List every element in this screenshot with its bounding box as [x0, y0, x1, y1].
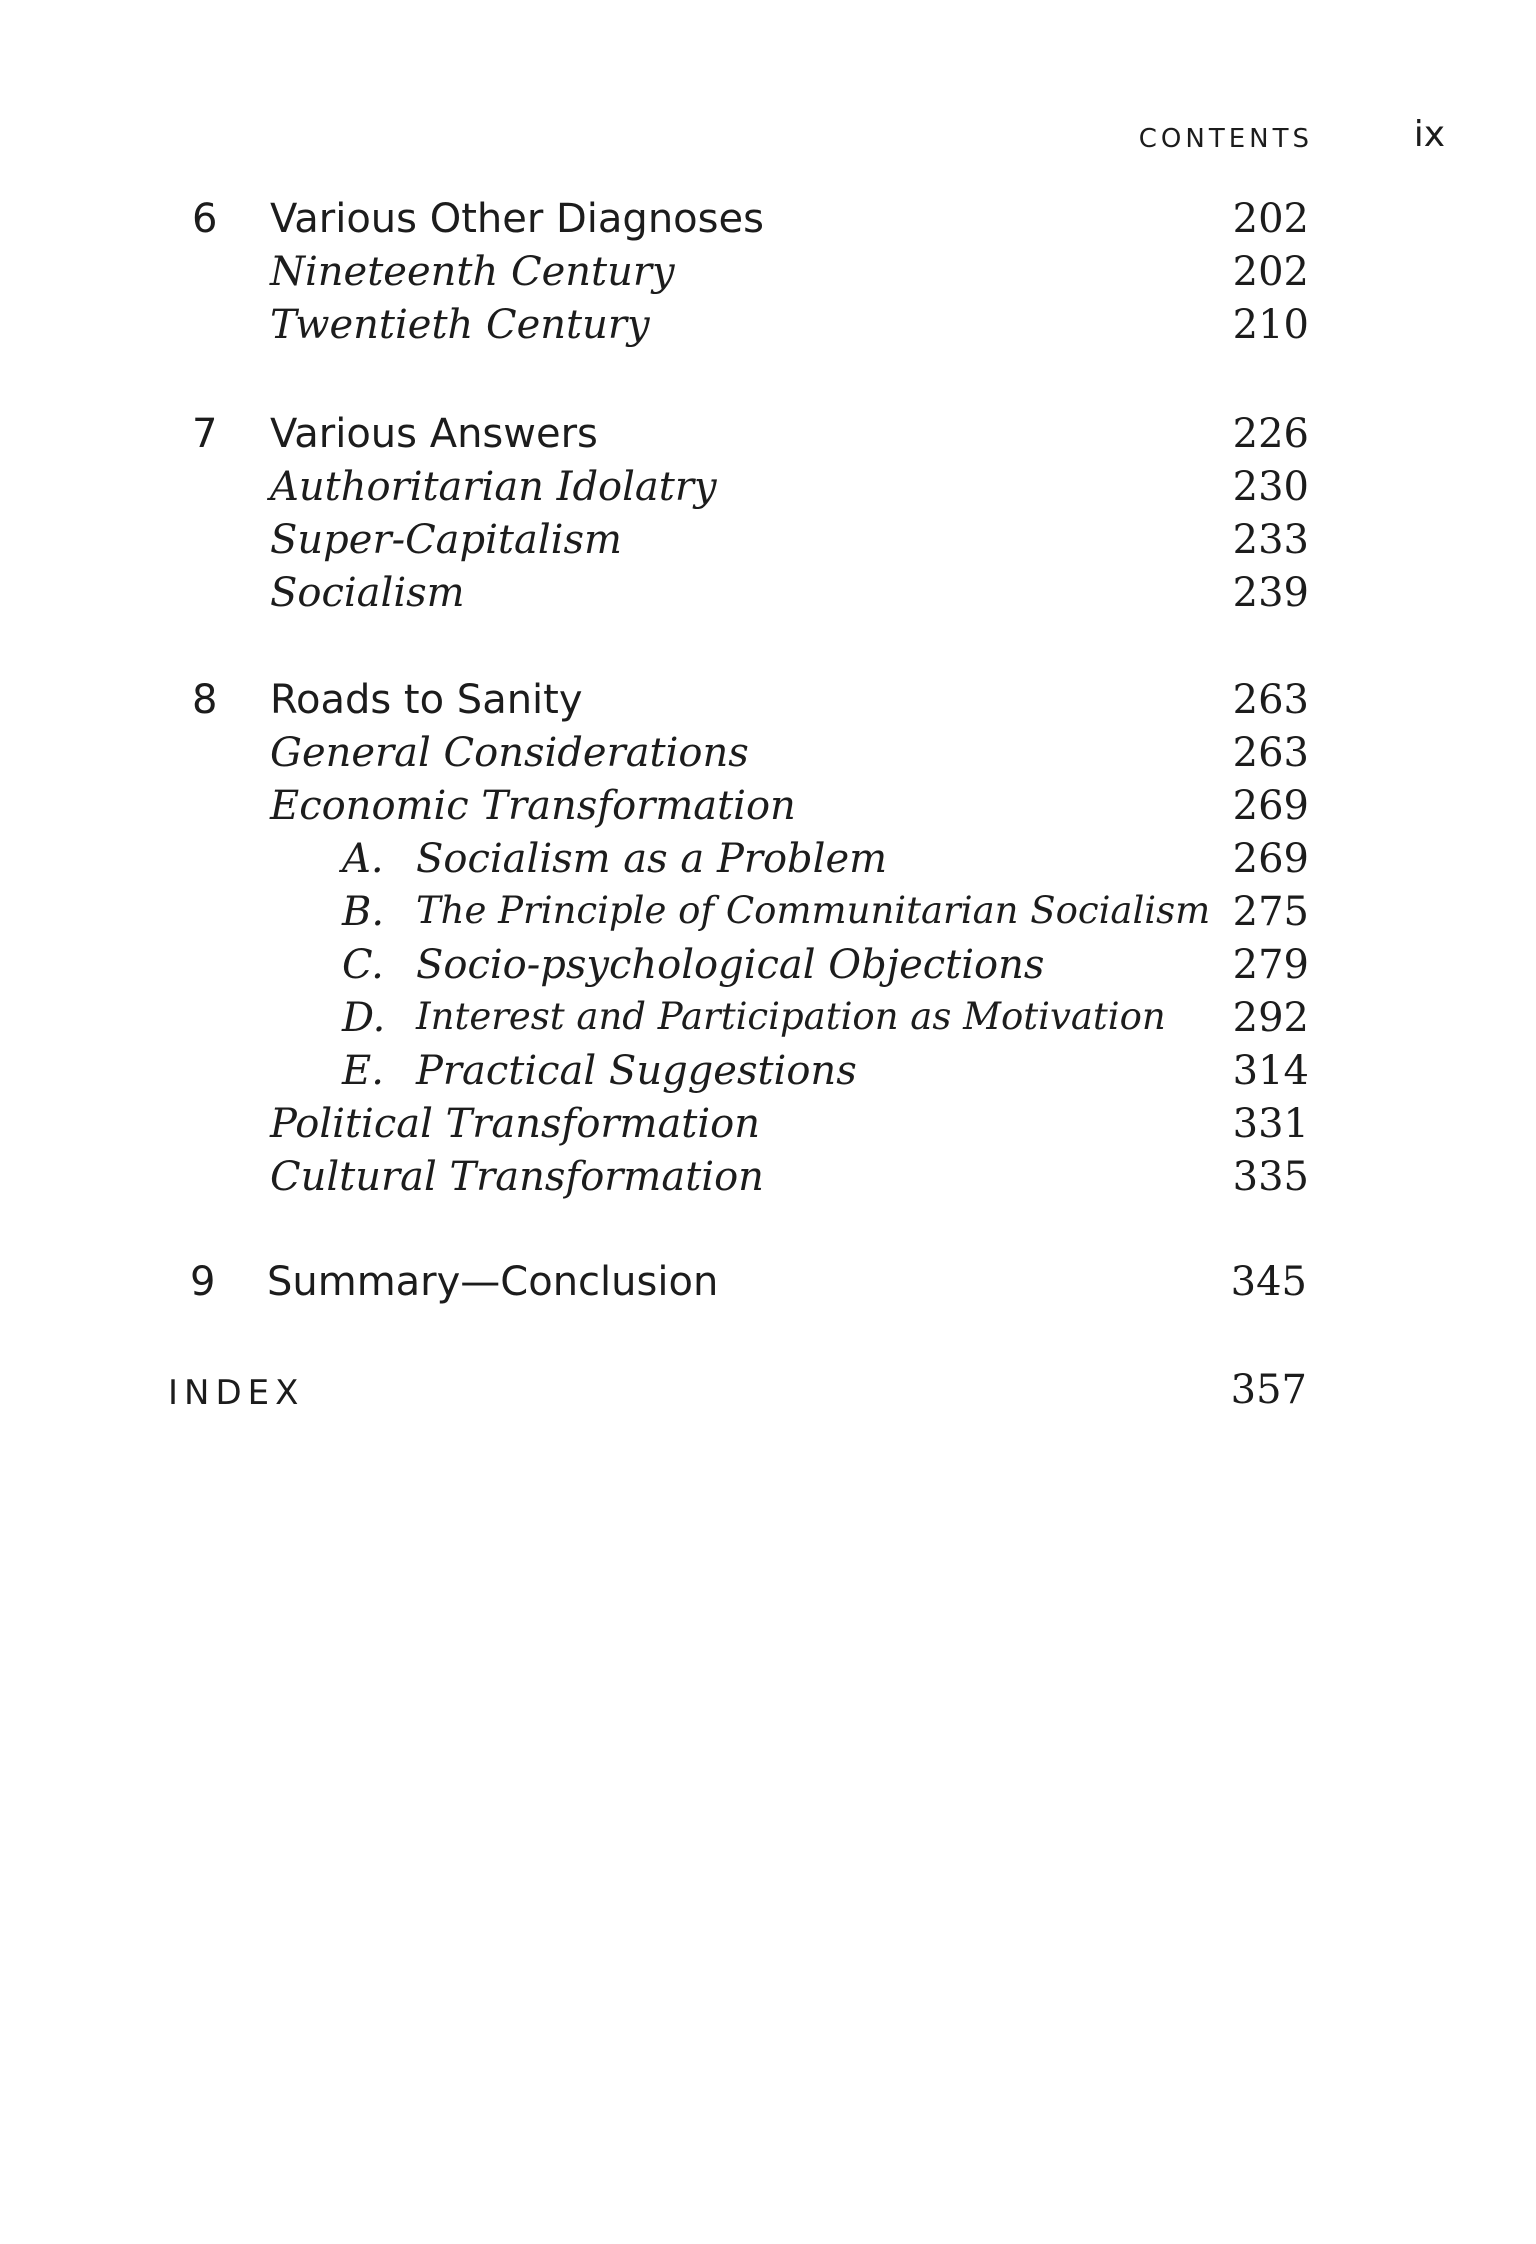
toc-subsection-row[interactable]	[0, 1048, 1536, 1100]
toc-subsection-row[interactable]	[0, 836, 1536, 888]
subsection-title: Socio-psychological Objections	[416, 942, 1045, 988]
index-label: INDEX	[168, 1373, 305, 1413]
subsection-letter: A.	[342, 836, 384, 882]
chapter-number: 9	[190, 1259, 216, 1305]
subsection-letter: D.	[342, 995, 386, 1041]
section-page: 331	[1232, 1101, 1309, 1147]
section-title: Authoritarian Idolatry	[270, 464, 717, 510]
toc-section-row[interactable]	[0, 730, 1536, 782]
subsection-page: 279	[1232, 942, 1309, 988]
section-title: Cultural Transformation	[270, 1154, 764, 1200]
section-title: Political Transformation	[270, 1101, 761, 1147]
toc-section-row[interactable]	[0, 1101, 1536, 1153]
running-head-label: CONTENTS	[1138, 124, 1313, 154]
section-page: 230	[1232, 464, 1309, 510]
chapter-title: Various Answers	[270, 411, 598, 457]
toc-section-row[interactable]	[0, 302, 1536, 354]
section-page: 239	[1232, 570, 1309, 616]
toc-subsection-row[interactable]	[0, 889, 1536, 941]
toc-index-row[interactable]	[0, 1367, 1536, 1419]
page-folio: ix	[1413, 114, 1445, 155]
toc-section-row[interactable]	[0, 249, 1536, 301]
section-title: Nineteenth Century	[270, 249, 675, 295]
toc-section-row[interactable]	[0, 517, 1536, 569]
toc-section-row[interactable]	[0, 783, 1536, 835]
toc-chapter-row[interactable]	[0, 196, 1536, 248]
subsection-page: 292	[1232, 995, 1309, 1041]
chapter-number: 8	[192, 677, 218, 723]
subsection-page: 314	[1232, 1048, 1309, 1094]
chapter-page: 263	[1232, 677, 1309, 723]
running-head	[1100, 114, 1530, 178]
toc-chapter-row[interactable]	[0, 1259, 1536, 1311]
toc-section-row[interactable]	[0, 570, 1536, 622]
chapter-page: 345	[1230, 1259, 1307, 1305]
section-page: 335	[1232, 1154, 1309, 1200]
subsection-title: The Principle of Communitarian Socialism	[416, 889, 1211, 932]
section-page: 263	[1232, 730, 1309, 776]
chapter-page: 226	[1232, 411, 1309, 457]
index-page: 357	[1230, 1367, 1307, 1413]
toc-section-row[interactable]	[0, 1154, 1536, 1206]
section-page: 210	[1232, 302, 1309, 348]
toc-chapter-row[interactable]	[0, 411, 1536, 463]
section-title: Twentieth Century	[270, 302, 650, 348]
subsection-letter: C.	[342, 942, 384, 988]
toc-section-row[interactable]	[0, 464, 1536, 516]
subsection-title: Practical Suggestions	[416, 1048, 857, 1094]
section-title: Socialism	[270, 570, 465, 616]
chapter-page: 202	[1232, 196, 1309, 242]
subsection-letter: B.	[342, 889, 385, 935]
subsection-title: Socialism as a Problem	[416, 836, 888, 882]
chapter-title: Summary—Conclusion	[267, 1259, 719, 1305]
chapter-number: 7	[192, 411, 218, 457]
chapter-title: Roads to Sanity	[270, 677, 583, 723]
subsection-title: Interest and Participation as Motivation	[416, 995, 1166, 1038]
section-title: Economic Transformation	[270, 783, 796, 829]
toc-chapter-row[interactable]	[0, 677, 1536, 729]
subsection-page: 275	[1232, 889, 1309, 935]
section-title: General Considerations	[270, 730, 749, 776]
toc-subsection-row[interactable]	[0, 942, 1536, 994]
chapter-title: Various Other Diagnoses	[270, 196, 764, 242]
section-page: 269	[1232, 783, 1309, 829]
subsection-letter: E.	[342, 1048, 384, 1094]
section-page: 202	[1232, 249, 1309, 295]
section-title: Super-Capitalism	[270, 517, 622, 563]
toc-subsection-row[interactable]	[0, 995, 1536, 1047]
chapter-number: 6	[192, 196, 218, 242]
section-page: 233	[1232, 517, 1309, 563]
subsection-page: 269	[1232, 836, 1309, 882]
